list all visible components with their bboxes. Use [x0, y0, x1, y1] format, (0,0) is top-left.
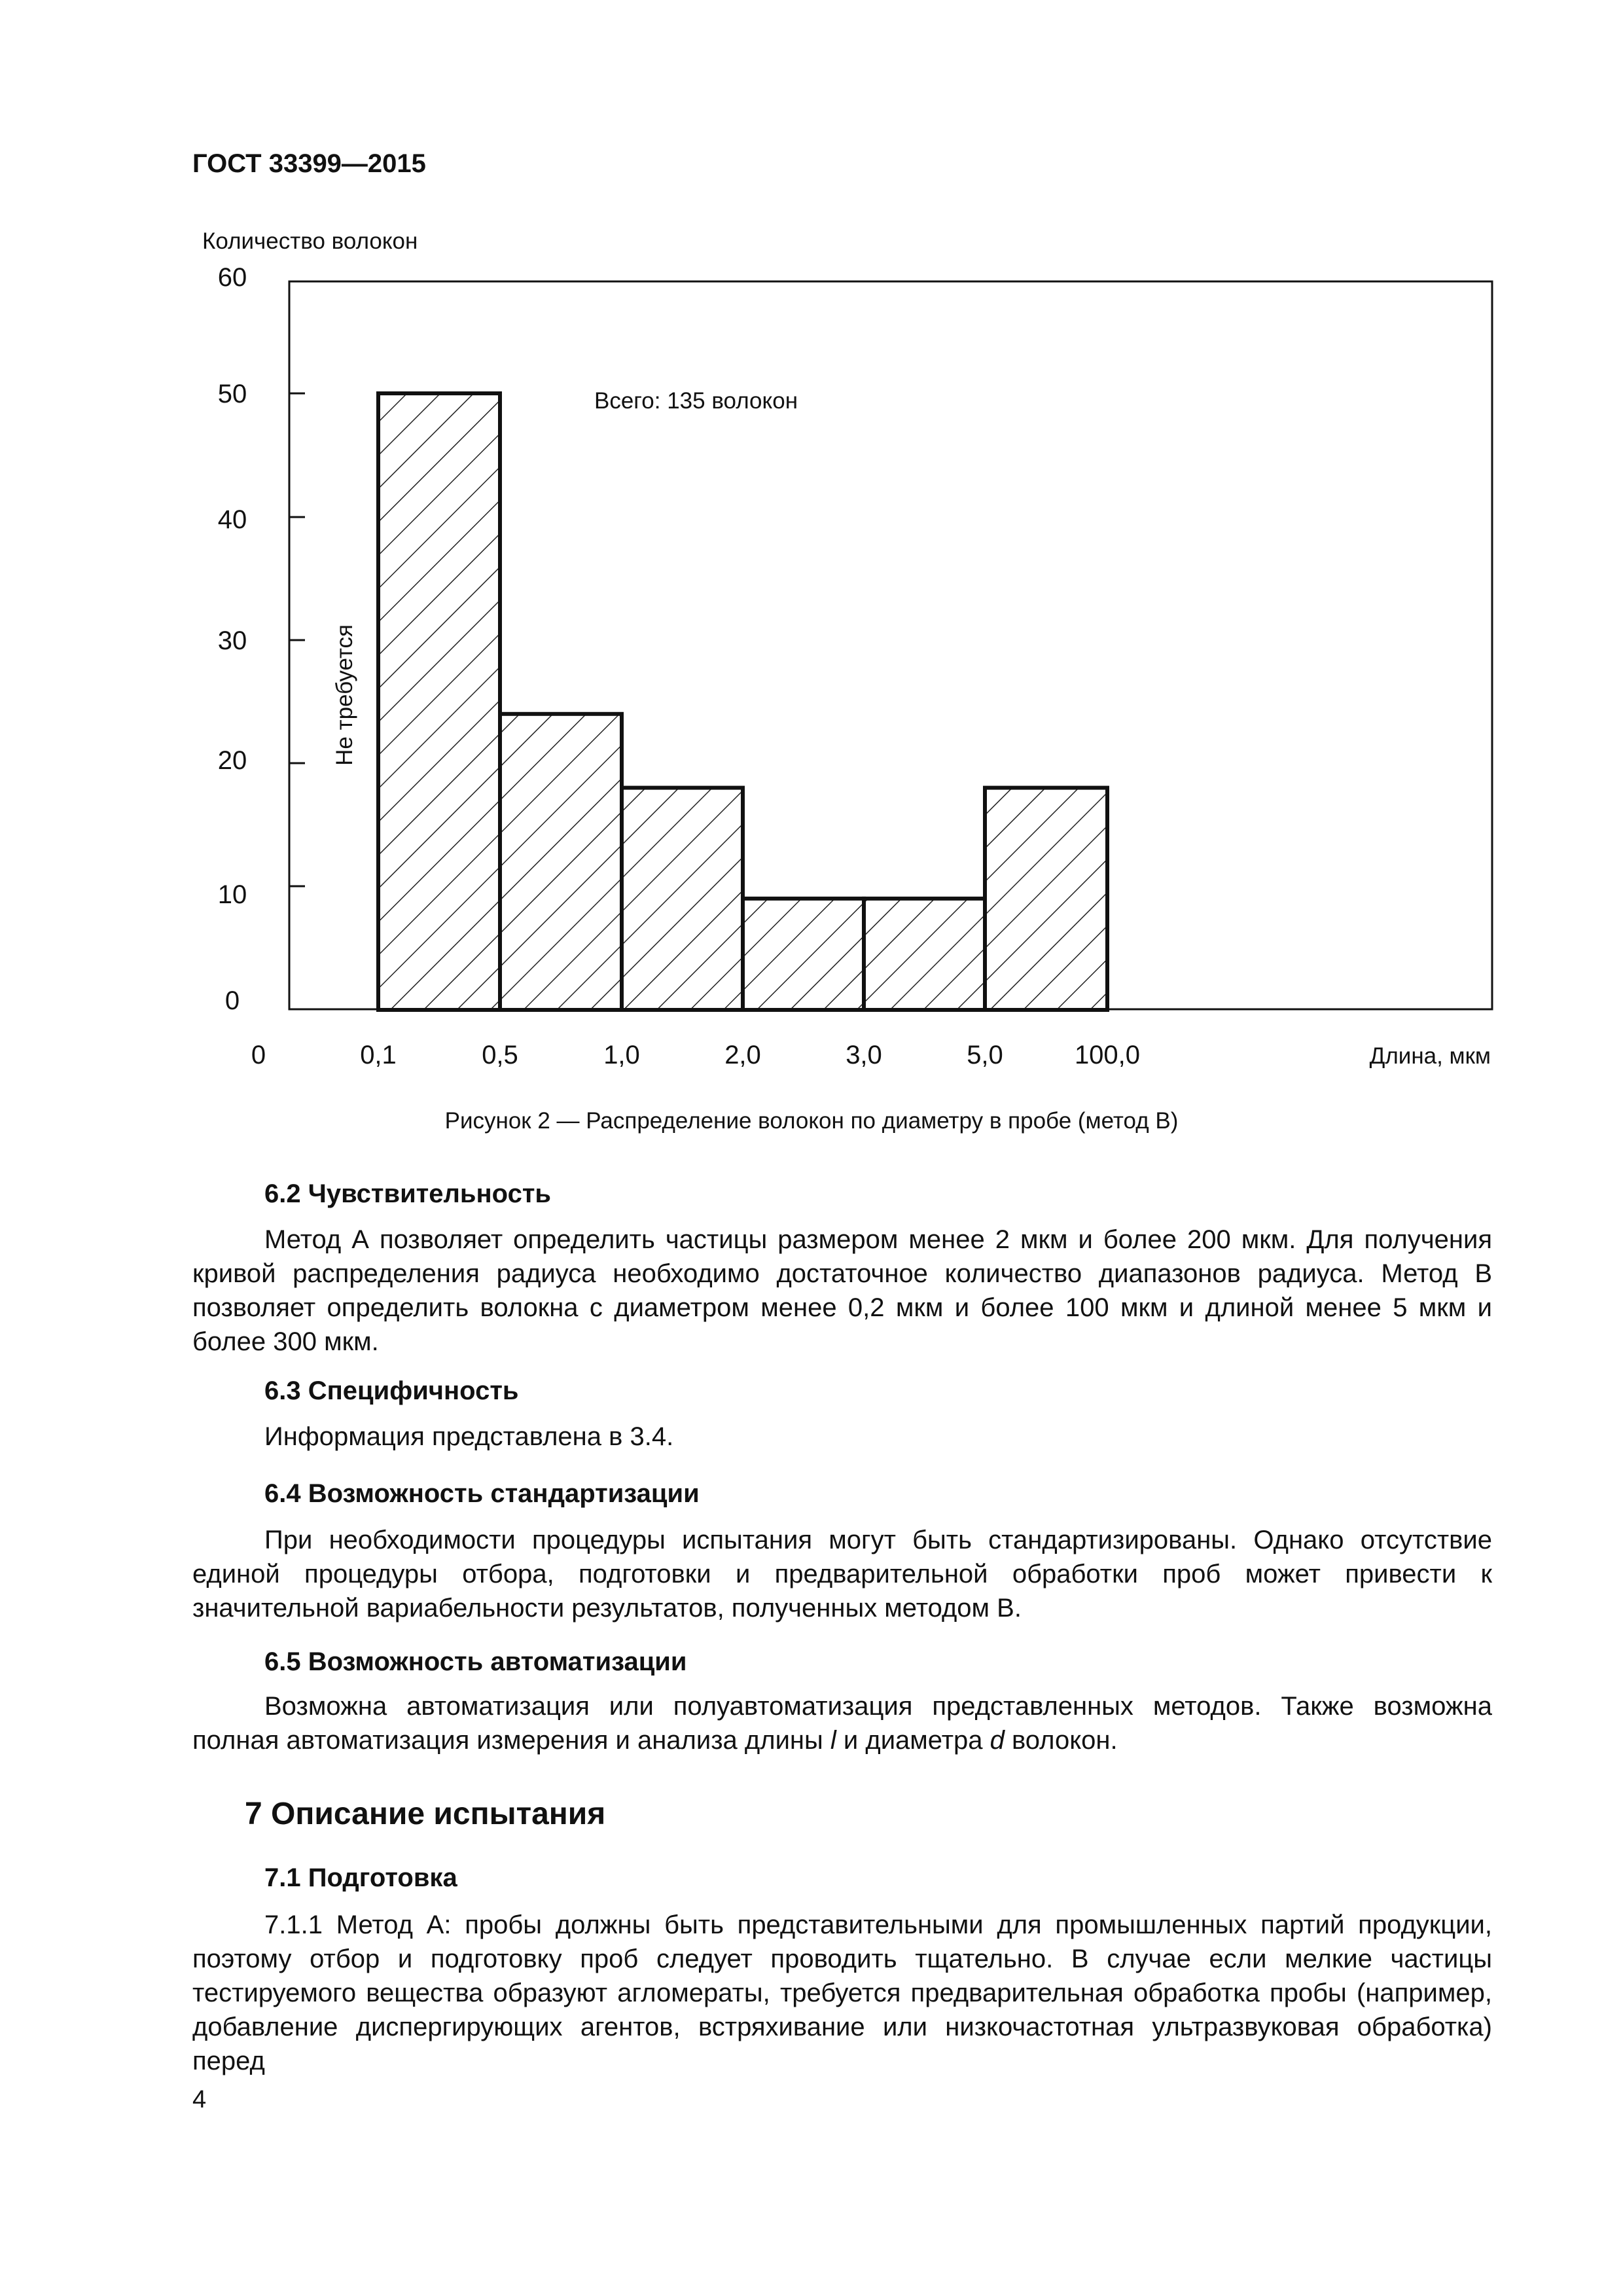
y-tick-label: 40	[217, 505, 247, 534]
heading-6-4: 6.4 Возможность стандартизации	[264, 1479, 700, 1508]
paragraph-6-5-text-3: волокон.	[1004, 1726, 1118, 1755]
histogram-bar	[864, 899, 985, 1010]
paragraph-6-3: Информация представлена в 3.4.	[264, 1422, 674, 1451]
total-annotation: Всего: 135 волокон	[594, 388, 798, 414]
x-tick-label: 100,0	[1074, 1041, 1141, 1069]
bars	[378, 393, 1107, 1010]
paragraph-7-1-1: 7.1.1 Метод А: пробы должны быть представительными для промышленных партий продукции, поэтому отбор и подготовку проб следует проводить тщательно. В случае если мелкие частицы тестируемого вещества образуют агломераты, требуется предварительная обработка пробы (например, добавление диспергирующих агентов, встряхивание или низкочастотная ультразвуковая обработка) перед	[192, 1910, 1492, 2075]
y-tick-label: 10	[217, 880, 247, 909]
figure-caption: Рисунок 2 — Распределение волокон по диаметру в пробе (метод В)	[444, 1108, 1179, 1134]
x-tick-label: 0,1	[360, 1041, 397, 1069]
x-tick-label: 5,0	[967, 1041, 1003, 1069]
heading-7: 7 Описание испытания	[245, 1797, 606, 1831]
x-tick-label: 3,0	[846, 1041, 882, 1069]
heading-6-5: 6.5 Возможность автоматизации	[264, 1647, 687, 1676]
histogram-chart	[0, 0, 1623, 1113]
histogram-bar	[622, 788, 743, 1010]
y-tick-label: 60	[217, 263, 247, 292]
paragraph-6-5-text-2: и диаметра	[836, 1726, 990, 1755]
document-header: ГОСТ 33399—2015	[192, 149, 426, 178]
variable-d: d	[990, 1726, 1005, 1755]
y-axis-label: Количество волокон	[202, 228, 418, 254]
paragraph-6-5-text-1: Возможна автоматизация или полуавтоматизация представленных методов. Также возможна полная автоматизация измерения и анализа длины	[192, 1692, 1492, 1755]
not-required-note: Не требуется	[332, 624, 357, 766]
heading-6-2: 6.2 Чувствительность	[264, 1179, 552, 1208]
histogram-bar	[743, 899, 864, 1010]
y-tick-label: 50	[217, 380, 247, 408]
histogram-bar	[500, 714, 622, 1010]
paragraph-6-4: При необходимости процедуры испытания могут быть стандартизированы. Однако отсутствие единой процедуры отбора, подготовки и предварительной обработки проб может привести к значительной вариабельности результатов, полученных методом В.	[192, 1526, 1492, 1623]
x-axis	[251, 1041, 1140, 1069]
x-tick-label: 1,0	[603, 1041, 640, 1069]
heading-6-3: 6.3 Специфичность	[264, 1376, 519, 1405]
y-tick-label: 20	[217, 746, 247, 775]
paragraph-6-5	[192, 1689, 1492, 1757]
y-tick-label: 30	[217, 626, 247, 655]
x-axis-label: Длина, мкм	[1369, 1043, 1491, 1069]
x-tick-label: 0	[251, 1041, 266, 1069]
histogram-bar	[378, 393, 500, 1010]
y-axis	[218, 263, 305, 1015]
heading-7-1: 7.1 Подготовка	[264, 1863, 457, 1892]
variable-l: l	[830, 1726, 836, 1755]
page-number: 4	[192, 2086, 207, 2113]
y-tick-label: 0	[224, 986, 240, 1015]
histogram-bar	[985, 788, 1107, 1010]
x-tick-label: 2,0	[724, 1041, 761, 1069]
x-tick-label: 0,5	[482, 1041, 518, 1069]
paragraph-6-2: Метод А позволяет определить частицы размером менее 2 мкм и более 200 мкм. Для получения кривой распределения радиуса необходимо достаточное количество диапазонов радиуса. Метод В позволяет определить волокна с диаметром менее 0,2 мкм и более 100 мкм и длиной менее 5 мкм и более 300 мкм.	[192, 1225, 1492, 1356]
